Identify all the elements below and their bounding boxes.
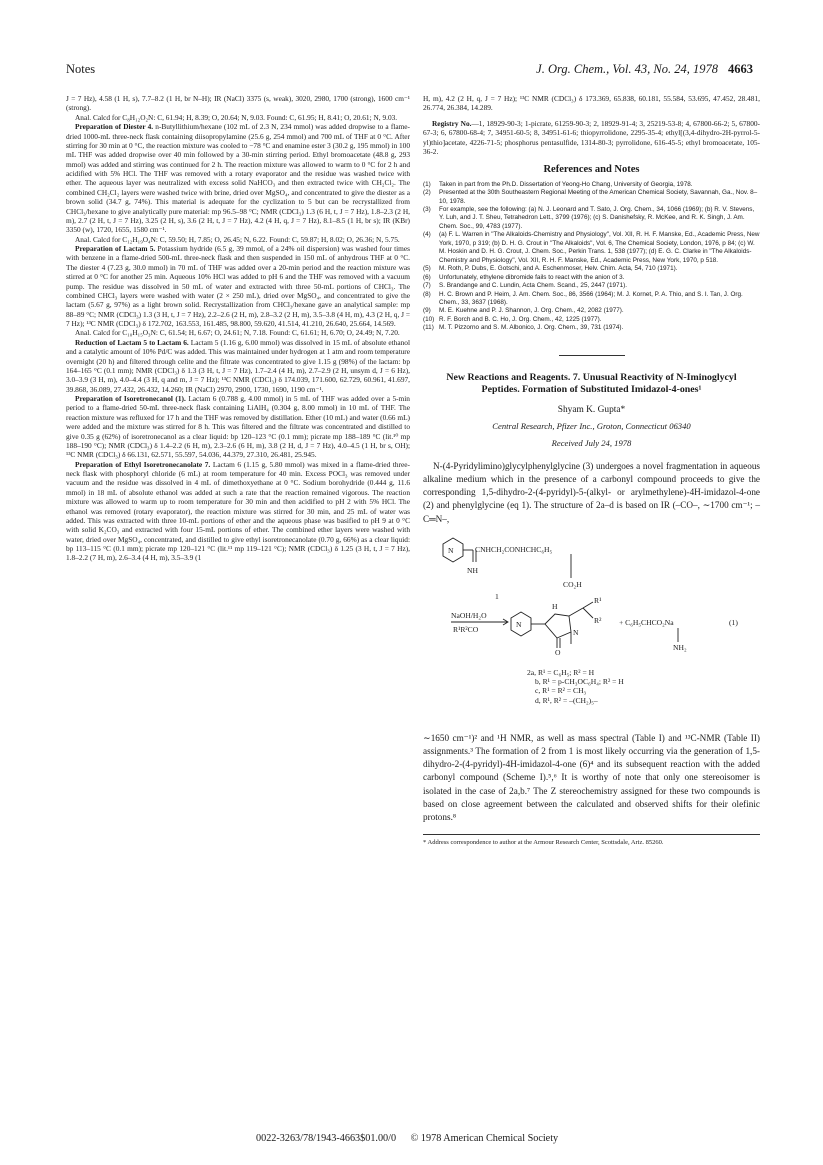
reference-text: Taken in part from the Ph.D. Dissertation of Yeong-Ho Chang, University of Georgia, 1978. <box>439 180 693 188</box>
received-date: Received July 24, 1978 <box>551 438 632 449</box>
affiliation: Central Research, Pfizer Inc., Groton, Connecticut 06340 <box>492 420 691 431</box>
separator-rule <box>559 355 625 356</box>
byproduct: + C₆H₅CHCO₂Na <box>619 617 674 627</box>
reference-text: For example, see the following: (a) N. J. Leonard and T. Sato, J. Org. Chem., 34, 1066 (1969); (b) R. V. Stevens, Y. Luh, and J. T. Sheu, Tetrahedron Lett., 3799 (1976); (c) S. Danishefsky, R. McKee, and R. K. Singh, J. Am. Chem. Soc., 99, 4783 (1977). <box>439 205 755 230</box>
label-2b: b, R¹ = p-CH₃OC₆H₄; R² = H <box>535 677 624 687</box>
equation-number: (1) <box>729 617 738 627</box>
paragraph <box>66 338 410 394</box>
reaction-scheme <box>423 530 760 730</box>
run-in-heading: Reduction of Lactam 5 to Lactam 6. <box>75 337 189 347</box>
reference-text: Presented at the 30th Southeastern Regional Meeting of the American Chemical Society, Savannah, Ga., Nov. 8–10, 1978. <box>439 189 758 205</box>
page-number: 4663 <box>728 62 753 76</box>
paragraph <box>66 394 410 460</box>
carboxylic-acid: CO₂H <box>563 579 582 589</box>
copyright: © 1978 American Chemical Society <box>410 1133 559 1144</box>
paragraph <box>66 122 410 235</box>
reference-item <box>423 206 760 231</box>
compound-1-label: 1 <box>495 591 499 601</box>
footnote: * Address correspondence to author at the Armour Research Center, Scottsdale, Ariz. 85260. <box>423 834 760 847</box>
registry-heading: Registry No. <box>432 118 472 128</box>
ring-h: H <box>552 601 558 611</box>
body-text-continued <box>423 732 760 824</box>
paragraph: Anal. Calcd for C₁₂H₁₉O₄N: C, 59.50; H, 7.85; O, 26.45; N, 6.22. Found: C, 59.87; H, 8.02; O, 26.36; N, 5.75. <box>75 234 400 244</box>
paragraph <box>66 244 410 328</box>
reagent-carbonyl: R¹R²CO <box>453 624 479 634</box>
reference-number: (7) <box>423 282 431 290</box>
substituent-r2: R² <box>594 615 602 625</box>
running-head-journal <box>536 62 753 77</box>
left-column <box>66 94 410 563</box>
reference-text: M. E. Kuehne and P. J. Shannon, J. Org. Chem., 42, 2082 (1977). <box>439 307 624 315</box>
compound-1-chain: CNHCH₂CONHCHC₆H₅ <box>475 544 553 554</box>
reference-item <box>423 307 760 315</box>
imidazolone-ring <box>545 614 571 638</box>
journal-citation: J. Org. Chem., Vol. 43, No. 24, 1978 <box>536 62 718 76</box>
label-2a: 2a, R¹ = C₆H₅; R² = H <box>527 667 595 677</box>
reference-item <box>423 316 760 324</box>
reference-number: (2) <box>423 189 431 197</box>
registry-text: —1, 18929-90-3; 1-picrate, 61259-90-3; 2, 18929-91-4; 3, 25219-53-8; 4, 67800-66-2; 5, 67800-67-3; 6, 67800-68-4; 7, 34951-60-5; 8, 34951-61-6; thiopyrrolidone, 2295-35-4; ethyl[(3,4-dihydro-2H-pyrrol-5-yl)thio]acetate, 4226-71-5; phosphorus pentasulfide, 1314-80-3; pyrrolidone, 616-45-5; ethyl bromoacetate, 105-36-2. <box>423 118 760 156</box>
reference-item <box>423 291 760 308</box>
paragraph: N-(4-Pyridylimino)glycylphenylglycine (3) undergoes a novel fragmentation in aqueous alkaline medium which in the presence of a carbonyl compound proceeds to give the corresponding 1,5-dihydro-2-(4-pyridyl)-5-(alkyl- or arylmethylene)-4H-imidazol-4-one (2) and phenylglycine (eq 1). The structure of 2a–d is based on IR (–CO–, ∼1700 cm⁻¹; –C═N–, <box>423 460 760 524</box>
paragraph: Anal. Calcd for C₁₀H₁₅O₃N: C, 61.54; H, 6.67; O, 24.61; N, 7.18. Found: C, 61.61; H, 6.70; O, 24.49; N, 7.20. <box>75 328 400 338</box>
reference-list <box>423 181 760 333</box>
reference-item <box>423 231 760 265</box>
paragraph-text: n-Butyllithium/hexane (102 mL of 2.3 N, 234 mmol) was added dropwise to a flame-dried 1000-mL three-neck flask containing diisopropylamine (25.6 g, 254 mmol) and 700 mL of THF at 0 °C. After stirring for 30 min at 0 °C, the reaction mixture was cooled to −78 °C and enamine ester 3 (30.2 g, 195 mmol) in 100 mL THF was added dropwise over 40 min followed by a 30-min stirring period. Ethyl bromoacetate (48.8 g, 293 mmol) was added and stirring was continued for 2 h. The reaction mixture was allowed to warm to 0 °C for 2 h and acidified with 5% HCl. The THF was removed with a rotary evaporator and the residue was washed twice with ether. The aqueous layer was neutralized with excess solid NaHCO₃ and then extracted twice with CH₂Cl₂. The combined CH₂Cl₂ layers were washed twice with brine, dried over MgSO₄, and concentrated to give the diester as a brown solid (34.7 g, 74%). This material is adequate for the cyclization to 5 but can be recrystallized from CHCl₃/hexane to give analytically pure material: mp 96.5–98 °C; NMR (CDCl₃) 1.3 (6 H, t, J = 7 Hz), 1.8–2.3 (2 H, m), 2.7 (2 H, t, J = 7 Hz), 3.25 (2 H, s), 3.6 (2 H, t, J = 7 Hz), 4.2 (4 H, q, J = 7 Hz), 8.1–8.5 (1 H, br s); IR (KBr) 3350 (w), 1720, 1655, 1580 cm⁻¹. <box>66 122 410 235</box>
reference-item <box>423 189 760 206</box>
paragraph <box>66 460 410 563</box>
running-head-section: Notes <box>66 62 96 76</box>
reference-number: (1) <box>423 180 431 188</box>
pyridine-n: N <box>448 545 454 555</box>
reference-text: S. Brandange and C. Lundin, Acta Chem. Scand., 25, 2447 (1971). <box>439 282 627 290</box>
author: Shyam K. Gupta* <box>557 404 626 415</box>
run-in-heading: Preparation of Isoretronecanol (1). <box>75 394 186 403</box>
article-code: 0022-3263/78/1943-4663$01.00/0 <box>256 1133 397 1144</box>
reference-item <box>423 274 760 282</box>
reference-item <box>423 324 760 332</box>
right-column <box>423 94 760 847</box>
paragraph: H, m), 4.2 (2 H, q, J = 7 Hz); ¹³C NMR (CDCl₃) δ 173.369, 65.838, 60.181, 55.584, 53.695, 47.452, 28.481, 26.774, 26.384, 14.289. <box>423 94 760 113</box>
reference-text: M. Roth, P. Dubs, E. Gotschi, and A. Eschenmoser, Helv. Chim. Acta, 54, 710 (1971). <box>439 265 678 273</box>
reference-number: (4) <box>423 231 431 239</box>
label-2d: d, R¹, R² = –(CH₂)₅– <box>535 695 598 705</box>
ring-n: N <box>573 627 579 637</box>
compound-labels <box>527 668 624 705</box>
paragraph-text: Lactam 5 (1.16 g, 6.00 mmol) was dissolved in 15 mL of absolute ethanol and a catalytic amount of 10% Pd/C was added. This was maintained under hydrogen at 1 atm and room temperature overnight (20 h) and filtered through celite and the filtrate was concentrated to give 1.15 g (98%) of the lactam: bp 164–165 °C (0.1 mm); NMR (CDCl₃) δ 1.3 (3 H, t, J = 7 Hz), 1.7–2.4 (4 H, m), 2.7–2.9 (2 H, unsym d, J = 6 Hz), 3.0–3.9 (3 H, m), 4.0–4.4 (3 H, q and m, J = 7 Hz); ¹³C NMR (CDCl₃) δ 174.039, 171.600, 62.729, 60.961, 41.697, 39.868, 36.089, 27.432, 26.432, 14.260; IR (NaCl) 2970, 2900, 1730, 1690, 1190 cm⁻¹. <box>66 337 410 394</box>
paragraph-text: Potassium hydride (6.5 g, 39 mmol, of a 24% oil dispersion) was washed four times with benzene in a flame-dried 500-mL three-neck flask and then suspended in 150 mL of anhydrous THF at 0 °C. The diester 4 (7.23 g, 30.0 mmol) in 70 mL of THF was added over a 20-min period and the reaction mixture was stirred at 0 °C for another 25 min. Aqueous 10% HCl was added to pH 6 and the THF was removed with a vacuum pump. The residue was dissolved in 50 mL of water and extracted with three 50-mL portions of CHCl₃. The combined CHCl₃ layers were washed with water (2 × 250 mL), dried over MgSO₄, and concentrated to give the lactam (5.67 g, 97%) as a light brown solid. Recrystallization from CHCl₃/hexane gave an analytical sample: mp 88–89 °C; NMR (CDCl₃) 1.3 (3 H, t, J = 7 Hz), 2.2–2.6 (2 H, m), 2.8–3.2 (2 H, m), 3.5–3.8 (4 H, m), 4.3 (2 H, q, J = 7 Hz); ¹³C NMR (CDCl₃) δ 172.702, 163.553, 161.485, 98.800, 59.620, 41.514, 41.210, 26.640, 25.664, 14.569. <box>66 244 410 328</box>
carbonyl-o: O <box>555 647 561 657</box>
reference-number: (11) <box>423 324 434 332</box>
reference-text: Unfortunately, ethylene dibromide fails to react with the anion of 3. <box>439 273 625 281</box>
article-title: New Reactions and Reagents. 7. Unusual Reactivity of N-Iminoglycyl Peptides. Formation of Substituted Imidazol-4-ones¹ <box>446 371 737 396</box>
reference-number: (3) <box>423 205 431 213</box>
imine-nh: NH <box>467 565 478 575</box>
reference-number: (9) <box>423 307 431 315</box>
reference-text: M. T. Pizzorno and S. M. Albonico, J. Org. Chem., 39, 731 (1974). <box>439 324 624 332</box>
reference-item <box>423 181 760 189</box>
references-heading: References and Notes <box>543 164 640 176</box>
reference-text: R. F. Borch and B. C. Ho, J. Org. Chem., 42, 1225 (1977). <box>439 315 602 323</box>
reference-number: (5) <box>423 265 431 273</box>
run-in-heading: Preparation of Ethyl Isoretronecanolate 7. <box>75 459 211 469</box>
amine-group: NH₂ <box>673 642 687 652</box>
page-footer <box>256 1133 570 1144</box>
reference-number: (8) <box>423 290 431 298</box>
paragraph: Anal. Calcd for C₈H₁₂O₂N: C, 61.94; H, 8.39; O, 20.64; N, 9.03. Found: C, 61.95; H, 8.41; O, 20.61; N, 9.03. <box>75 112 398 122</box>
reference-number: (10) <box>423 315 435 323</box>
pyridine-n-2: N <box>516 619 522 629</box>
reference-text: H. C. Brown and P. Heim, J. Am. Chem. Soc., 86, 3566 (1964); M. J. Kornet, P. A. Thio, and S. I. Tan, J. Org. Chem., 33, 3637 (1968). <box>439 290 743 306</box>
paragraph-text: Lactam 6 (1.15 g, 5.80 mmol) was mixed in a flame-dried three-neck flask with phosphoryl chloride (6 mL) at room temperature for 40 min. Excess POCl₃ was removed under vacuum and the residue was dissolved in 4 mL of dimethoxyethane at 0 °C. Sodium borohydride (0.444 g, 11.6 mmol) in 18 mL of absolute ethanol was added at such a rate that the reaction remained vigorous. The reaction mixture was allowed to warm up to room temperature for 30 min and then acidified to pH 2 with 5% HCl. The ethanol was removed (rotary evaporator), the reaction mixture was stirred for 30 min, and 25 mL of water was added. This was extracted with three 10-mL portions of ether and the aqueous phase was basified to pH 9 at 0 °C with solid K₂CO₃ and extracted with four 15-mL portions of ether. The combined ether layers were washed with water, dried over MgSO₄, concentrated, and distilled to give ethyl isoretronecanolate (0.70 g, 66%) as a clear liquid: bp 113–115 °C (0.1 mm); picrate mp 120–121 °C (lit.¹¹ mp 119–121 °C); NMR (CDCl₃) δ 1.25 (3 H, t, J = 7 Hz), 1.8–2.2 (7 H, m), 2.6–3.4 (4 H, m), 3.5–3.9 (1 <box>66 459 410 563</box>
body-text <box>423 460 760 526</box>
label-2c: c, R¹ = R² = CH₃ <box>535 686 587 696</box>
reference-item <box>423 282 760 290</box>
paragraph: J = 7 Hz), 4.58 (1 H, s), 7.7–8.2 (1 H, br N–H); IR (NaCl) 3375 (s, weak), 3020, 2980, 1700 (strong), 1600 cm⁻¹ (strong). <box>66 94 410 113</box>
substituent-r1: R¹ <box>594 595 602 605</box>
run-in-heading: Preparation of Diester 4. <box>75 122 154 132</box>
reference-text: (a) F. L. Warren in "The Alkaloids-Chemistry and Physiology", Vol. XII, R. H. F. Manske, Ed., Academic Press, New York, 1970, p 319; (b) D. H. G. Crout in "The Alkaloids", Vol. 6, The Chemical Society, London, 1976, p 84; (c) W. M. Hoskin and D. H. G. Crout, J. Chem. Soc., Perkin Trans. 1, 538 (1977); (d) E. G. C. Clarke in "The Alkaloids-Chemistry and Physiology", Vol. XII, R. H. F. Manske, Ed., Academic Press, New York, 1970, p 518. <box>439 231 760 264</box>
registry-numbers <box>423 119 760 157</box>
paragraph-text: Lactam 6 (0.788 g, 4.00 mmol) in 5 mL of THF was added over a 5-min period to a flame-dried 50-mL three-neck flask containing LiAlH₄ (0.304 g, 8.00 mmol) in 10 mL of THF. The reaction mixture was refluxed for 17 h and the THF was removed by distillation. Ether (10 mL) and water (0.66 mL) were added and the mixture was stirred for 8 h. This was filtered and the filtrate was concentrated and distilled to give 0.35 g (62%) of isoretronecanol as a clear liquid: bp 120–123 °C (0.1 mm); picrate mp 188–189 °C (lit.¹⁰ mp 188–190 °C); NMR (CDCl₃) δ 1.4–2.2 (6 H, m), 2.3–2.6 (6 H, m), 3.8 (2 H, d, J = 7 Hz), 4.0–4.5 (1 H, br s, OH); ¹³C NMR (CDCl₃) δ 66.131, 62.571, 55.597, 54.036, 44.379, 27.310, 26.481, 25.945. <box>66 394 410 460</box>
reagent-base: NaOH/H₂O <box>451 610 487 620</box>
reference-number: (6) <box>423 273 431 281</box>
run-in-heading: Preparation of Lactam 5. <box>75 244 156 253</box>
reference-item <box>423 265 760 273</box>
paragraph: ∼1650 cm⁻¹)² and ¹H NMR, as well as mass spectral (Table I) and ¹³C-NMR (Table II) assignments.³ The formation of 2 from 1 is most likely occurring via the generation of 1,5-dihydro-2-(4-pyridyl)-4H-imidazol-4-one (6)⁴ and its subsequent reaction with the added carbonyl compound (Scheme I).⁵,⁶ It is worthy of note that only one stereoisomer is isolated in the case of 2a,b.⁷ The Z stereochemistry assigned for these two compounds is based on close agreement between the calculated and observed shifts for their olefinic protons.⁸ <box>423 732 760 822</box>
